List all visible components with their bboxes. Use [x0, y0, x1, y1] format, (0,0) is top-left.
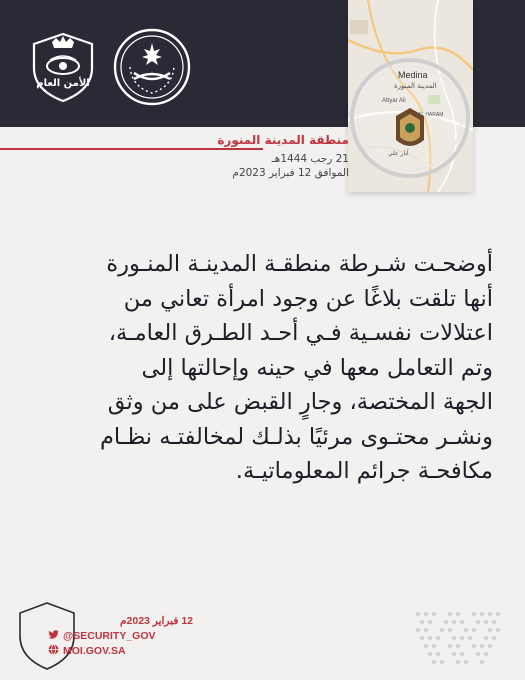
twitter-icon — [48, 629, 59, 640]
statement-body — [33, 247, 493, 489]
footer-twitter-link[interactable] — [48, 629, 156, 642]
footer-date: 12 فبراير 2023م — [120, 615, 194, 627]
region-title: منطقة المدينة المنورة — [217, 133, 349, 147]
dotted-pattern — [414, 608, 506, 672]
map-district-3: آبار علي — [388, 150, 409, 157]
statement-line: وتم التعامل معها في حينه وإحالتها إلى — [141, 354, 493, 381]
globe-icon — [48, 644, 59, 655]
date-gregorian: الموافق 12 فبراير 2023م — [232, 167, 349, 179]
divider-line — [0, 148, 263, 150]
statement-line: مكافحـة جرائم المعلوماتيـة. — [235, 458, 493, 484]
date-hijri: 21 رجب 1444هـ — [271, 153, 349, 165]
public-security-logo-text: الأمن العام — [36, 78, 90, 89]
map-district-2: AL HARAM — [418, 112, 444, 118]
statement-line: أوضحـت شـرطة منطقـة المدينـة المنـورة — [106, 251, 493, 277]
statement-line: أنها تلقت بلاغًا عن وجود امرأة تعاني من — [123, 285, 493, 312]
map-image — [348, 0, 473, 192]
statement-line: ونشـر محتـوى مرئيًا بذلـك لمخالفتـه نظـام — [99, 423, 493, 450]
statement-line: الجهة المختصة، وجارٍ القبض على من وثق — [107, 389, 493, 415]
public-security-logo — [26, 30, 100, 104]
map-district-1: Abyar Ali — [382, 98, 406, 104]
map-city-ar: المدينة المنورة — [394, 82, 437, 90]
footer-twitter-text: @SECURITY_GOV — [63, 630, 156, 642]
footer-website-link[interactable] — [48, 644, 126, 657]
map-city-en: Medina — [398, 70, 428, 80]
footer-website-text: MOI.GOV.SA — [63, 645, 126, 657]
moi-emblem — [112, 27, 192, 107]
statement-line: اعتلالات نفسـية فـي أحـد الطـرق العامـة، — [108, 320, 493, 346]
